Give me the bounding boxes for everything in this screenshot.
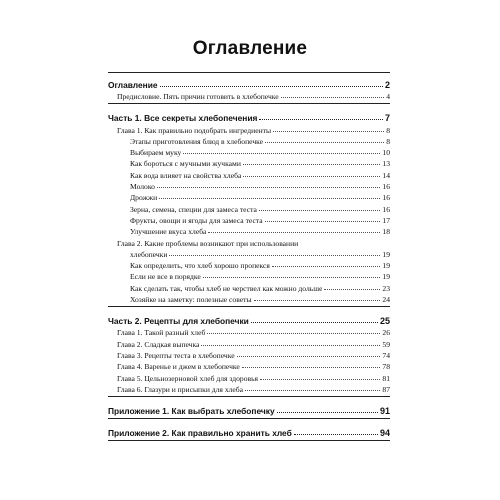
dot-leader [281,97,385,98]
entry-page: 10 [382,148,390,158]
entry-page: 19 [382,272,390,282]
entry-label: Глава 2. Какие проблемы возникают при использовании [117,238,299,248]
dot-leader [208,232,380,233]
toc-entry[interactable] [108,180,390,191]
entry-label: Глава 5. Цельнозерновой хлеб для здоровья [117,373,259,383]
dot-leader [259,210,381,211]
dot-leader [277,412,378,413]
entry-label: Предисловие. Пять причин готовить в хлебопечке [117,92,279,102]
toc-entry-preface[interactable] [108,90,390,101]
toc-entry[interactable] [108,135,390,146]
page-title: Оглавление [192,38,308,59]
toc-entry[interactable] [108,281,390,292]
dot-leader [201,345,380,346]
entry-label: Как вода влияет на свойства хлеба [130,170,242,180]
entry-label: Часть 1. Все секреты хлебопечения [108,113,258,124]
entry-page: 78 [382,362,390,372]
entry-page: 81 [382,373,390,383]
dot-leader [260,379,380,380]
entry-label: хлебопечки [130,249,168,259]
dot-leader [242,367,381,368]
toc-entry[interactable] [108,191,390,202]
entry-page: 17 [382,215,390,225]
toc-entry[interactable] [108,259,390,270]
toc-entry[interactable] [108,225,390,236]
entry-page: 19 [382,249,390,259]
toc-entry-appendix-1[interactable] [108,400,390,416]
toc-entry[interactable] [108,168,390,179]
entry-label: Зерна, семена, специи для замеса теста [130,204,257,214]
entry-label: Дрожжи [130,193,158,203]
entry-label: Улучшение вкуса хлеба [130,227,207,237]
entry-label: Как определить, что хлеб хорошо пропекся [130,261,270,271]
toc-entry[interactable] [108,337,390,348]
dot-leader [259,119,383,120]
dot-leader [272,266,381,267]
entry-page: 4 [386,92,390,102]
divider [108,72,390,73]
dot-leader [294,434,378,435]
entry-page: 8 [386,136,390,146]
toc-entry[interactable] [108,270,390,281]
dot-leader [254,300,381,301]
divider [108,103,390,104]
entry-label: Как сделать так, чтобы хлеб не черствел как можно дольше [130,283,323,293]
dot-leader [160,86,383,87]
dot-leader [169,255,380,256]
entry-label: Глава 6. Глазури и присыпки для хлеба [117,384,244,394]
entry-page: 91 [379,405,390,416]
dot-leader [265,221,381,222]
toc-entry-appendix-2[interactable] [108,422,390,438]
divider [108,396,390,397]
entry-page: 25 [379,316,390,327]
dot-leader [324,289,380,290]
entry-page: 2 [384,80,390,90]
entry-page: 94 [379,427,390,438]
entry-page: 16 [382,204,390,214]
entry-label: Хозяйке на заметку: полезные советы [130,295,252,305]
toc-entry-part1[interactable] [108,107,390,123]
entry-label: Если не все в порядке [130,272,201,282]
entry-label: Этапы приготовления блюд в хлебопечке [130,136,264,146]
dot-leader [273,131,384,132]
table-of-contents [108,72,390,441]
entry-page: 16 [382,182,390,192]
entry-page: 7 [384,113,390,124]
toc-entry-chapter[interactable] [108,123,390,134]
toc-entry[interactable] [108,349,390,360]
entry-label: Молоко [130,182,155,192]
toc-entry[interactable] [108,326,390,337]
entry-label: Глава 3. Рецепты теста в хлебопечке [117,350,235,360]
entry-page: 87 [382,384,390,394]
toc-entry[interactable] [108,383,390,394]
entry-label: Глава 2. Сладкая выпечка [117,339,200,349]
toc-entry[interactable] [108,371,390,382]
entry-page: 26 [382,328,390,338]
entry-page: 13 [382,159,390,169]
entry-label: Глава 1. Как правильно подобрать ингредиенты [117,125,272,135]
dot-leader [183,153,380,154]
dot-leader [159,198,380,199]
divider [108,306,390,307]
entry-label: Приложение 1. Как выбрать хлебопечку [108,405,275,416]
dot-leader [245,390,380,391]
dot-leader [251,322,378,323]
entry-page: 14 [382,170,390,180]
entry-page: 59 [382,339,390,349]
toc-entry[interactable] [108,157,390,168]
toc-entry[interactable] [108,360,390,371]
dot-leader [207,333,380,334]
dot-leader [243,176,380,177]
toc-entry-chapter-2-line2[interactable] [108,248,390,259]
dot-leader [265,142,384,143]
entry-label: Выбираем муку [130,148,182,158]
toc-entry[interactable] [108,293,390,304]
entry-page: 19 [382,261,390,271]
dot-leader [237,356,381,357]
divider [108,418,390,419]
entry-label: Часть 2. Рецепты для хлебопечки [108,316,249,327]
entry-label: Фрукты, овощи и ягоды для замеса теста [130,215,263,225]
toc-entry[interactable] [108,146,390,157]
entry-page: 18 [382,227,390,237]
entry-label: Оглавление [108,80,158,90]
dot-leader [243,164,380,165]
toc-entry-chapter-2-line1[interactable] [108,236,390,247]
toc-entry[interactable] [108,202,390,213]
entry-label: Глава 1. Такой разный хлеб [117,328,206,338]
entry-page: 23 [382,283,390,293]
entry-label: Приложение 2. Как правильно хранить хлеб [108,427,292,438]
dot-leader [203,277,381,278]
dot-leader [157,187,380,188]
entry-label: Как бороться с мучными жучками [130,159,241,169]
toc-entry-part2[interactable] [108,310,390,326]
toc-entry[interactable] [108,214,390,225]
entry-label: Глава 4. Варенье и джем в хлебопечке [117,362,240,372]
divider [108,440,390,441]
entry-page: 16 [382,193,390,203]
entry-page: 8 [386,125,390,135]
entry-page: 74 [382,350,390,360]
toc-entry-oglavlenie[interactable] [108,74,390,90]
entry-page: 24 [382,295,390,305]
